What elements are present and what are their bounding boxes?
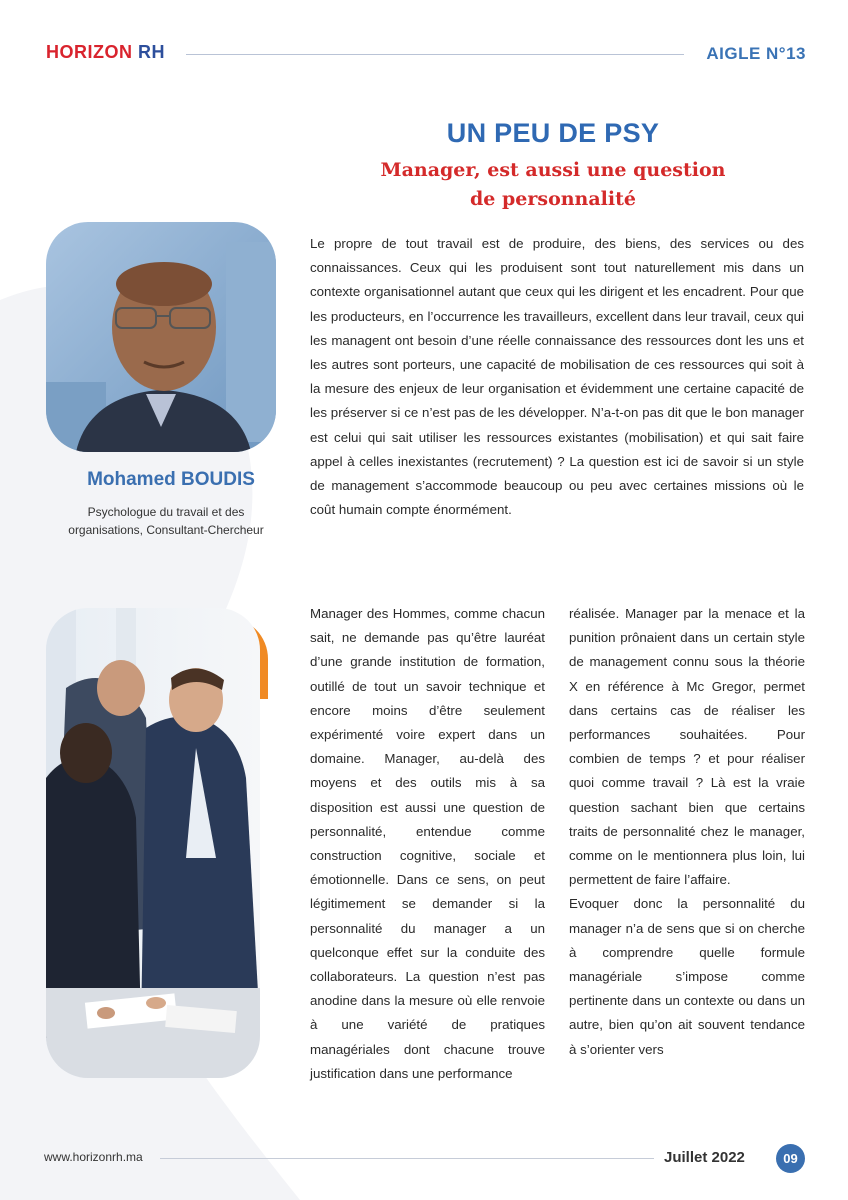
author-role-line2: organisations, Consultant-Chercheur (68, 523, 264, 537)
article-column-2 (569, 602, 805, 1062)
article-title-line2: de personnalité (470, 188, 636, 210)
footer-website-link[interactable]: www.horizonrh.ma (44, 1150, 143, 1164)
author-portrait (46, 222, 276, 452)
article-column-1 (310, 602, 545, 1086)
meeting-image (46, 608, 260, 1078)
issue-number: AIGLE N°13 (706, 44, 806, 63)
logo-horizon: HORIZON (46, 42, 133, 62)
logo-rh: RH (132, 42, 165, 62)
header-divider (186, 54, 684, 55)
footer-divider (160, 1158, 654, 1159)
page-number-badge: 09 (776, 1144, 805, 1173)
footer-date: Juillet 2022 (664, 1149, 745, 1166)
brand-logo (46, 42, 165, 63)
author-role-line1: Psychologue du travail et des (87, 505, 245, 519)
team-meeting-photo (46, 608, 260, 1078)
article-intro: Le propre de tout travail est de produire, des biens, des services ou des connaissances. Ceux qui les produisent sont tout naturellement mis dans un contexte organisationnel autant que ceux qui les dirigent et les encadrent. Pour que les producteurs, en l’occurrence les travailleurs, excellent dans leur travail, ceux qui les managent ont besoin d’une réelle connaissance des ressources dont les uns et les autres sont porteurs, une capacité de mobilisation de ces ressources qui soit à la mesure des enjeux de leur organisation et évidemment une certaine capacité de les préserver si ce n’est pas de les développer. N’a-t-on pas dit que le bon manager est celui qui sait utiliser les ressources existantes (mobilisation) et qui sait faire appel à celles inexistantes (recrutement) ? La question est ici de savoir si un style de management s’accommode beaucoup ou peu avec certaines missions où le coût humain compte énormément. (310, 236, 804, 518)
author-role (46, 503, 286, 539)
author-name: Mohamed BOUDIS (87, 469, 255, 490)
column-2-paragraph-1: réalisée. Manager par la menace et la punition prônaient dans un certain style de management connu sous la théorie X en référence à Mc Gregor, permet dans certains cas de réaliser les performances souhaitées. Pour combien de temps ? et pour réaliser quoi comme travail ? Là est la vraie question sachant bien que certains traits de personnalité chez le manager, comme on le mentionnera plus loin, lui permettent de faire l’affaire. (569, 606, 805, 888)
article-title-line1: Manager, est aussi une question (380, 159, 726, 181)
rubric-title: UN PEU DE PSY (446, 118, 660, 148)
portrait-image (46, 222, 276, 452)
column-1-paragraph: Manager des Hommes, comme chacun sait, ne demande pas qu’être lauréat d’une grande institution de formation, outillé de tout un savoir technique et encore moins d’être seulement expérimenté voire expert dans un domaine. Manager, au-delà des moyens et des outils mis à sa disposition est aussi une question de personnalité, entendue comme construction cognitive, sociale et émotionnelle. Dans ce sens, on peut légitimement se demander si la personnalité du manager a un quelconque effet sur la conduite des collaborateurs. La question n’est pas anodine dans la mesure où elle renvoie à une variété de pratiques managériales dont chacune trouve justification dans une performance (310, 606, 545, 1081)
article-title (380, 156, 726, 214)
column-2-paragraph-2: Evoquer donc la personnalité du manager n’a de sens que si on cherche à comprendre quelle formule managériale s’impose comme pertinente dans un contexte ou dans un autre, bien qu’on ait souvent tendance à s’orienter vers (569, 896, 805, 1057)
